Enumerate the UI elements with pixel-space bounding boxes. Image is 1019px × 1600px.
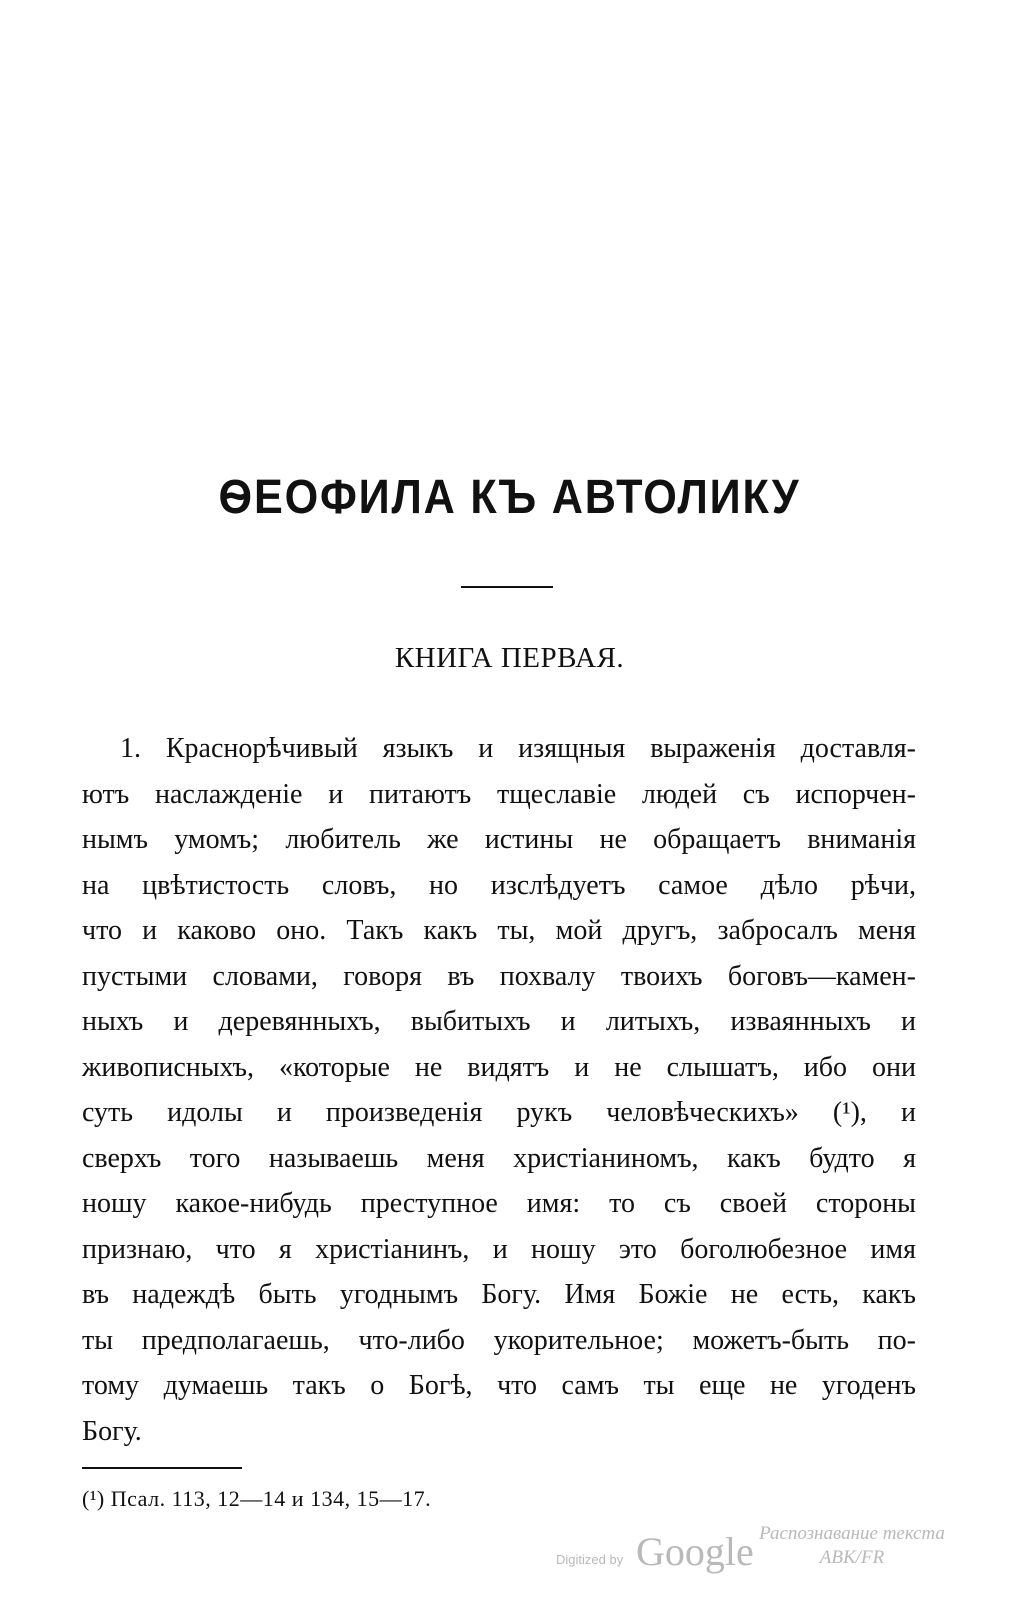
body-line: ютъ наслажденіе и питаютъ тщеславіе людей съ испорчен- [82, 778, 916, 810]
body-line: въ надеждѣ быть угоднымъ Богу. Имя Божіе не есть, какъ [82, 1279, 916, 1310]
ocr-credit-line: Распознавание текста [759, 1523, 945, 1544]
body-line: пустыми словами, говоря въ похвалу твоихъ боговъ—камен- [82, 960, 916, 992]
body-line: тому думаешь такъ о Богѣ, что самъ ты еще не угоденъ [82, 1370, 916, 1401]
body-line: живописныхъ, «которые не видятъ и не слышатъ, ибо они [82, 1051, 916, 1083]
body-line: признаю, что я христіанинъ, и ношу это боголюбезное имя [82, 1233, 916, 1265]
body-line: ты предполагаешь, что-либо укорительное; можетъ-быть по- [82, 1324, 916, 1356]
footnote: (¹) Псал. 113, 12—14 и 134, 15—17. [82, 1486, 432, 1511]
body-line: суть идолы и произведенія рукъ человѣческихъ» (¹), и [82, 1097, 916, 1128]
digitized-by-label: Digitized by [556, 1552, 624, 1567]
body-line: на цвѣтистость словъ, но изслѣдуетъ самое дѣло рѣчи, [82, 869, 916, 901]
footnote-divider [82, 1467, 242, 1469]
body-line: нымъ умомъ; любитель же истины не обращаетъ вниманія [82, 824, 916, 855]
ocr-credit [752, 1522, 952, 1570]
body-text [82, 726, 916, 1454]
body-line: 1. Краснорѣчивый языкъ и изящныя выраженія доставля- [120, 733, 916, 764]
ocr-credit-initials: ABK/FR [819, 1547, 885, 1568]
body-line: ныхъ и деревянныхъ, выбитыхъ и литыхъ, изваянныхъ и [82, 1006, 916, 1037]
google-logo: Google [636, 1529, 754, 1574]
chapter-title: ѲЕОФИЛА КЪ АВТОЛИКУ [218, 471, 801, 524]
title-divider [461, 586, 553, 588]
body-line: что и каково оно. Такъ какъ ты, мой другъ, забросалъ меня [82, 915, 916, 946]
body-line: ношу какое-нибудь преступное имя: то съ своей стороны [82, 1188, 916, 1219]
body-line: сверхъ того называешь меня христіаниномъ, какъ будто я [82, 1142, 916, 1174]
book-subtitle: КНИГА ПЕРВАЯ. [394, 642, 625, 674]
body-line: Богу. [82, 1415, 142, 1447]
